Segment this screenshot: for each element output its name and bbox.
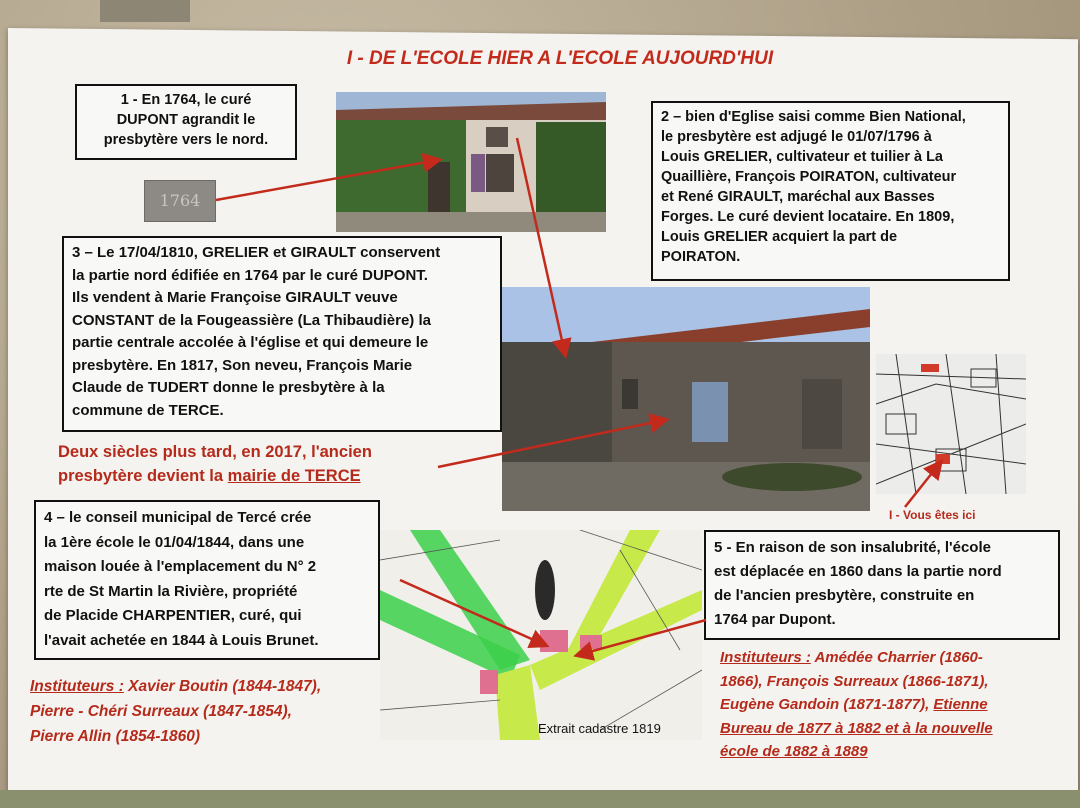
- box-4-line: l'avait achetée en 1844 à Louis Brunet.: [44, 631, 319, 649]
- arrow-stamp-to-photo: [216, 160, 438, 200]
- arrow-you-are-here: [905, 463, 940, 507]
- box-3-line: commune de TERCE.: [72, 401, 224, 419]
- box-2-line: Louis GRELIER, cultivateur et tuilier à La: [661, 149, 943, 165]
- box-5-line: 5 - En raison de son insalubrité, l'école: [714, 539, 991, 556]
- box-2-line: POIRATON.: [661, 249, 741, 265]
- board-title: I - DE L'ECOLE HIER A L'ECOLE AUJOURD'HUI: [346, 48, 774, 69]
- instituteurs-right-line: Bureau de 1877 à 1882 et à la nouvelle: [720, 719, 993, 737]
- box-4-line: 4 – le conseil municipal de Tercé crée: [44, 509, 312, 526]
- box-2-line: le presbytère est adjugé le 01/07/1796 à: [661, 129, 932, 145]
- box-1-line: presbytère vers le nord.: [103, 132, 269, 148]
- box-3-line: la partie nord édifiée en 1764 par le curé DUPONT.: [72, 266, 428, 284]
- instituteurs-left-label: Instituteurs :: [30, 678, 124, 695]
- box-3-line: CONSTANT de la Fougeassière (La Thibaudière) la: [72, 311, 431, 329]
- box-3-line: Ils vendent à Marie Françoise GIRAULT veuve: [72, 289, 398, 306]
- instituteurs-right-line: 1866), François Surreaux (1866-1871),: [720, 672, 989, 690]
- instituteurs-right-text: Amédée Charrier (1860-: [810, 649, 983, 666]
- map-you-are-here-label: I - Vous êtes ici: [889, 508, 976, 522]
- instituteurs-left-line: Pierre Allin (1854-1860): [30, 728, 201, 745]
- box-2-line: et René GIRAULT, maréchal aux Basses: [661, 189, 935, 205]
- stone-date-stamp: 1764: [144, 180, 216, 222]
- red-note-prefix: presbytère devient la: [58, 467, 228, 485]
- box-5-line: de l'ancien presbytère, construite en: [714, 587, 975, 604]
- instituteurs-left-text: Xavier Boutin (1844-1847),: [123, 678, 322, 695]
- box-4-line: la 1ère école le 01/04/1844, dans une: [44, 533, 305, 551]
- box-3-line: presbytère. En 1817, Son neveu, François Marie: [72, 356, 413, 374]
- cadastre-caption: Extrait cadastre 1819: [538, 721, 661, 736]
- box-4-line: rte de St Martin la Rivière, propriété: [44, 582, 298, 600]
- instituteurs-left-line: Pierre - Chéri Surreaux (1847-1854),: [30, 703, 292, 720]
- box-3-line: Claude de TUDERT donne le presbytère à la: [72, 379, 385, 396]
- instituteurs-right-text: Eugène Gandoin (1871-1877),: [720, 696, 934, 713]
- arrow-photo-to-mairie: [517, 138, 565, 354]
- box-3-line: partie centrale accolée à l'église et qui demeure le: [72, 334, 429, 351]
- box-1-line: 1 - En 1764, le curé: [120, 92, 252, 108]
- box-2-line: Louis GRELIER acquiert la part de: [661, 229, 898, 245]
- arrow-box5-to-map: [578, 620, 706, 655]
- box-2-line: Quaillière, François POIRATON, cultivateur: [661, 169, 957, 185]
- instituteurs-right-line: école de 1882 à 1889: [720, 743, 868, 760]
- box-3-line: 3 – Le 17/04/1810, GRELIER et GIRAULT conservent: [72, 244, 441, 261]
- instituteurs-right-underlined: Etienne: [933, 696, 988, 713]
- arrow-box4-to-map: [400, 580, 545, 645]
- instituteurs-right-label: Instituteurs :: [720, 649, 811, 666]
- box-2-line: Forges. Le curé devient locataire. En 1809,: [661, 209, 955, 225]
- red-note-line-1: Deux siècles plus tard, en 2017, l'ancien: [58, 443, 372, 461]
- ground: [0, 790, 1080, 808]
- box-2-line: 2 – bien d'Eglise saisi comme Bien National,: [661, 109, 966, 125]
- box-5-line: 1764 par Dupont.: [714, 611, 836, 628]
- box-4-line: maison louée à l'emplacement du N° 2: [44, 558, 317, 575]
- box-5-line: est déplacée en 1860 dans la partie nord: [714, 563, 1002, 580]
- arrow-note-to-mairie: [438, 420, 665, 467]
- box-4-line: de Placide CHARPENTIER, curé, qui: [44, 607, 302, 624]
- box-1-line: DUPONT agrandit le: [116, 112, 256, 128]
- red-note-link: mairie de TERCE: [227, 467, 361, 485]
